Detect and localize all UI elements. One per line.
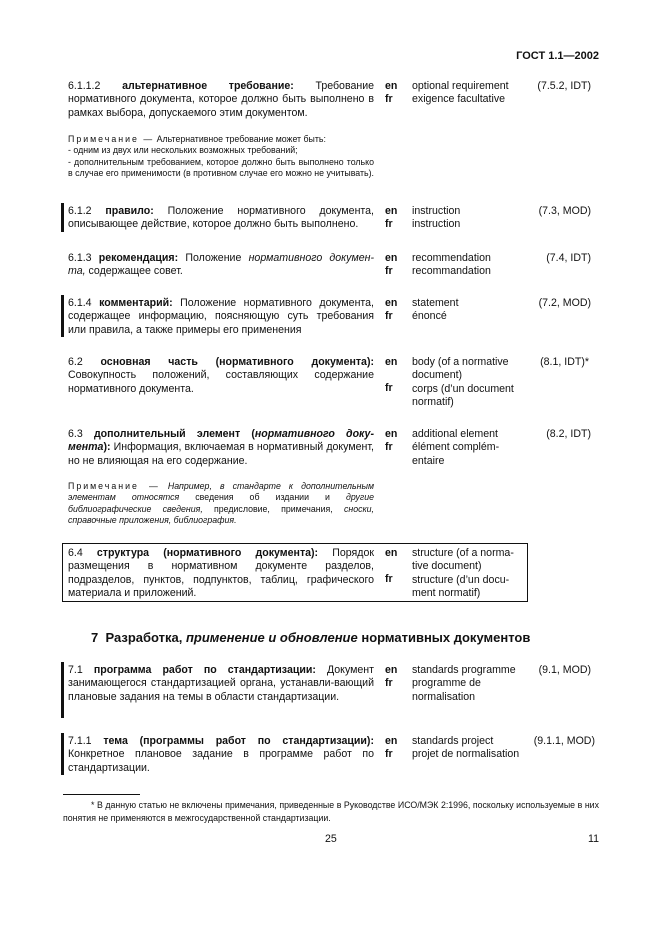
change-bar — [61, 295, 64, 337]
term-name: основная часть (нормативного документа): — [100, 356, 374, 368]
translations — [412, 356, 524, 409]
lang-fr: fr — [385, 677, 393, 690]
term-definition: содержащее совет. — [88, 265, 183, 278]
lang-fr: fr — [385, 441, 393, 454]
term-name: рекомендация: — [98, 252, 179, 264]
note-label: Примечание — — [68, 134, 155, 144]
term-definition: Совокупность положений, составляющих содержание нормативного документа. — [68, 369, 374, 395]
note-text-italic: другие библиографические сведения, — [68, 492, 374, 514]
term-definition: Положение — [185, 252, 242, 264]
translation-en: body (of a normative document) — [412, 356, 509, 382]
term-name: тема (программы работ по стандартизации): — [103, 735, 374, 747]
term-number: 6.1.3 — [68, 252, 92, 264]
term-number: 6.1.2 — [68, 205, 92, 217]
translation-en: instruction — [412, 205, 461, 217]
lang-codes — [385, 297, 401, 324]
translation-fr: instruction — [412, 218, 461, 231]
translations — [412, 664, 532, 704]
term-number: 6.2 — [68, 356, 83, 368]
translation-en: standards project — [412, 735, 494, 747]
translations — [412, 428, 522, 468]
note-text-italic: сноски, справочные приложения, библиография. — [68, 503, 374, 525]
note-item: - одним из двух или нескольких возможных требований; — [68, 145, 298, 156]
lang-fr: fr — [385, 265, 393, 278]
section-title-italic: применение и обновление — [185, 630, 358, 645]
term-entry-7-1-1 — [68, 735, 374, 775]
section-title-part: нормативных документов — [361, 630, 531, 645]
lang-codes — [385, 205, 401, 232]
term-entry-6-1-3 — [68, 252, 374, 279]
lang-fr: fr — [385, 218, 393, 231]
iso-reference: (8.1, IDT)* — [540, 356, 589, 368]
lang-codes — [385, 80, 401, 107]
lang-en: en — [385, 297, 398, 309]
lang-codes — [385, 664, 401, 691]
section-heading-7 — [91, 630, 530, 645]
term-entry-6-1-2 — [68, 205, 374, 232]
term-definition: Информация, включаемая в нормативный документ, но не влияющая на его содержание. — [68, 441, 374, 467]
translation-fr: énoncé — [412, 310, 447, 323]
note-intro — [68, 134, 374, 145]
translation-en: additional element — [412, 428, 498, 440]
term-entry-6-1-1-2 — [68, 80, 374, 120]
note-label: Примечание — — [68, 481, 160, 491]
note-6-3 — [68, 481, 374, 526]
iso-reference: (7.3, MOD) — [538, 205, 591, 217]
change-bar — [61, 662, 64, 718]
term-name: структура (нормативного документа): — [96, 547, 319, 559]
term-number: 6.3 — [68, 428, 83, 440]
lang-codes — [385, 428, 401, 455]
term-definition: Положение нормативного документа, содержащее информацию, поясняющую суть требования или правила, а также примеры его применения — [68, 297, 374, 336]
term-name-italic: нормативного доку-мента — [68, 428, 374, 454]
term-number: 6.4 — [68, 547, 83, 559]
lang-fr: fr — [385, 382, 393, 395]
note-text: предисловие, примечания, — [214, 503, 333, 514]
note-text: Альтернативное требование может быть: — [156, 134, 326, 144]
translation-en: optional requirement — [412, 80, 509, 92]
translations — [412, 297, 528, 324]
translation-fr: recommandation — [412, 265, 491, 278]
footnote: * В данную статью не включены примечания, приведенные в Руководстве ИСО/МЭК 2:1996, поскольку используемые в них понятия не применяются в межгосударственной стандартизации. — [63, 800, 599, 823]
translation-en: statement — [412, 297, 459, 309]
lang-codes — [385, 547, 401, 587]
lang-en: en — [385, 664, 398, 676]
lang-fr: fr — [385, 748, 393, 761]
footnote-separator — [63, 794, 140, 795]
term-number: 6.1.4 — [68, 297, 92, 309]
translations — [412, 205, 528, 232]
term-name: программа работ по стандартизации: — [93, 664, 316, 676]
translations — [412, 252, 528, 279]
term-name: ): — [103, 441, 111, 454]
term-number: 6.1.1.2 — [68, 80, 101, 92]
lang-en: en — [385, 547, 398, 559]
iso-reference: (7.4, IDT) — [546, 252, 591, 264]
term-entry-6-4 — [68, 547, 374, 600]
term-definition: Конкретное плановое задание в программе работ по стандартизации. — [68, 748, 374, 774]
translation-fr: structure (d’un docu-ment normatif) — [412, 573, 510, 599]
iso-reference: (8.2, IDT) — [546, 428, 591, 440]
lang-en: en — [385, 252, 398, 264]
translation-fr: élément complém-entaire — [412, 441, 500, 467]
term-name: альтернативное требование: — [122, 80, 294, 92]
translation-en: recommendation — [412, 252, 491, 264]
note-text: сведения об издании и — [195, 492, 330, 503]
change-bar — [61, 203, 64, 232]
note-6-1-1-2 — [68, 134, 374, 179]
lang-en: en — [385, 356, 398, 368]
document-header: ГОСТ 1.1—2002 — [516, 50, 599, 62]
lang-en: en — [385, 205, 398, 217]
lang-fr: fr — [385, 573, 393, 586]
section-number: 7 — [91, 630, 99, 645]
term-definition: Документ занимающегося стандартизацией органа, устанавли-вающий плановые задания на темы в области стандартизации. — [68, 664, 374, 703]
term-entry-7-1 — [68, 664, 374, 704]
change-bar — [61, 733, 64, 775]
note-item: - дополнительным требованием, которое должно быть выполнено только в случае его применимости (в противном случае его можно не учитывать). — [68, 156, 374, 178]
translations — [412, 735, 532, 762]
term-name: комментарий: — [99, 297, 173, 309]
term-definition-italic: нормативного докумен-та, — [68, 252, 374, 278]
translation-fr: exigence facultative — [412, 93, 506, 106]
section-title-part: Разработка, — [105, 630, 183, 645]
iso-reference: (7.5.2, IDT) — [537, 80, 591, 92]
term-definition: Положение нормативного документа, описывающее действие, которое должно быть выполнено. — [68, 205, 374, 231]
term-name: правило: — [105, 205, 154, 217]
lang-codes — [385, 356, 401, 396]
lang-codes — [385, 735, 401, 762]
term-number: 7.1 — [68, 664, 83, 676]
translations — [412, 80, 532, 107]
lang-en: en — [385, 80, 398, 92]
iso-reference: (7.2, MOD) — [538, 297, 591, 309]
page-number-right: 11 — [588, 833, 599, 845]
term-entry-6-2 — [68, 356, 374, 396]
page-number-center: 25 — [325, 833, 337, 845]
lang-fr: fr — [385, 93, 393, 106]
lang-fr: fr — [385, 310, 393, 323]
translation-fr: programme de normalisation — [412, 677, 481, 703]
note-text-italic: Например, в стандарте к дополнительным элементам относятся — [68, 481, 374, 503]
translation-en: structure (of a norma-tive document) — [412, 547, 514, 573]
lang-en: en — [385, 735, 398, 747]
term-entry-6-3 — [68, 428, 374, 468]
lang-codes — [385, 252, 401, 279]
term-name: дополнительный элемент ( — [93, 428, 255, 440]
iso-reference: (9.1.1, MOD) — [533, 735, 595, 747]
term-entry-6-1-4 — [68, 297, 374, 337]
term-definition: Требование нормативного документа, которое должно быть выполнено в рамках выбора, допускаемого этим документом. — [68, 80, 375, 119]
translation-en: standards programme — [412, 664, 516, 676]
translations — [412, 547, 522, 600]
term-number: 7.1.1 — [68, 735, 92, 747]
translation-fr: projet de normalisation — [412, 748, 520, 761]
iso-reference: (9.1, MOD) — [538, 664, 591, 676]
lang-en: en — [385, 428, 398, 440]
translation-fr: corps (d’un document normatif) — [412, 382, 514, 408]
term-definition: Порядок размещения в нормативном документе разделов, подразделов, пунктов, подпунктов, таблиц, графического материала и приложений. — [68, 547, 374, 599]
